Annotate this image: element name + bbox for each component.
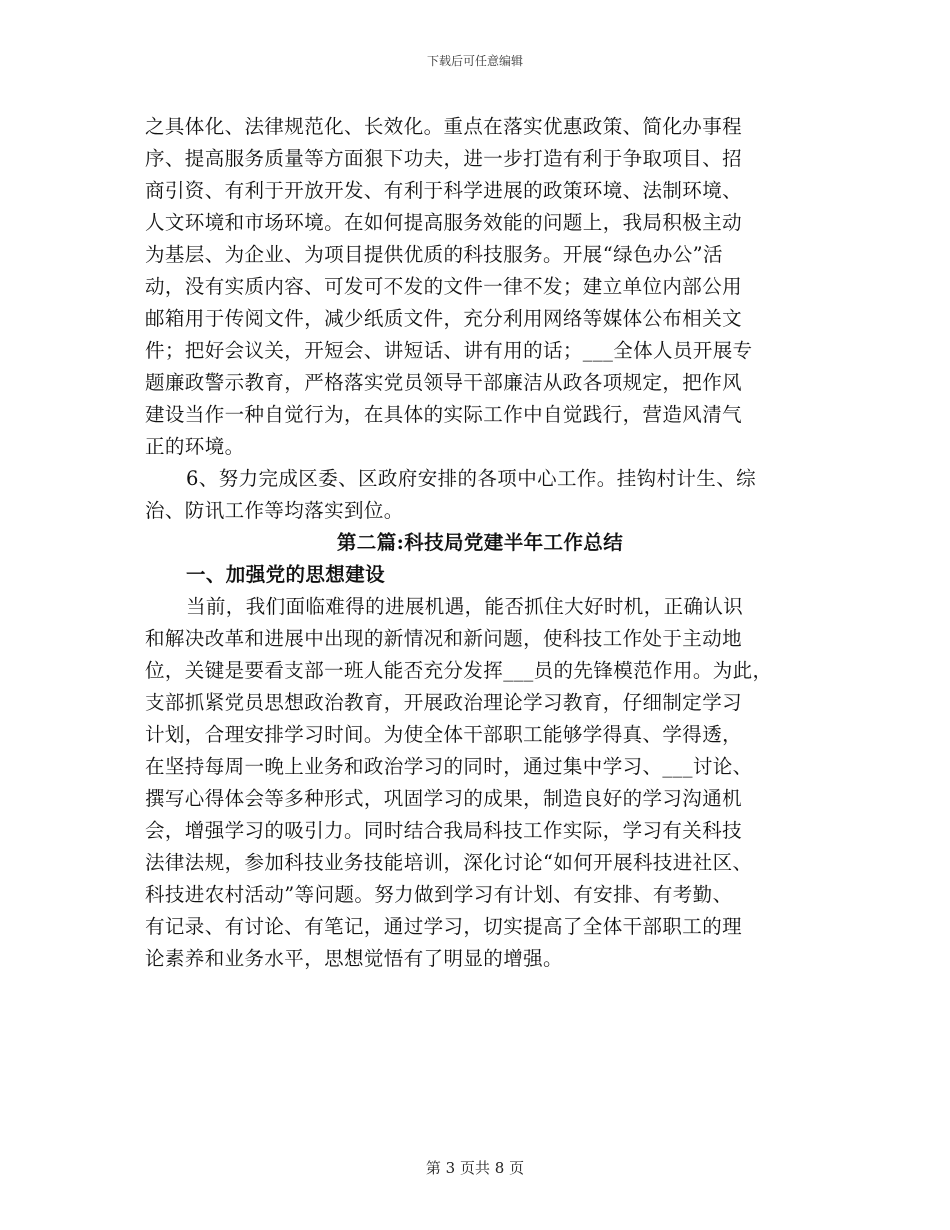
paragraph-line: 为基层、为企业、为项目提供优质的科技服务。开展“绿色办公”活 [145, 243, 723, 266]
page-header-note: 下载后可任意编辑 [426, 54, 523, 68]
paragraph-line: 计划，合理安排学习时间。为使全体干部职工能够学得真、学得透， [145, 723, 743, 746]
paragraph-line: 邮箱用于传阅文件，减少纸质文件，充分利用网络等媒体公布相关文 [145, 307, 743, 330]
paragraph-line: 之具体化、法律规范化、长效化。重点在落实优惠政策、简化办事程 [145, 115, 743, 138]
paragraph-line: 会，增强学习的吸引力。同时结合我局科技工作实际，学习有关科技 [145, 819, 743, 842]
page-number: 第 3 页共 8 页 [425, 1159, 525, 1177]
paragraph-line: 科技进农村活动”等问题。努力做到学习有计划、有安排、有考勤、 [145, 883, 733, 906]
document-body [145, 111, 815, 975]
paragraph-line: 人文环境和市场环境。在如何提高服务效能的问题上，我局积极主动 [145, 211, 743, 234]
paragraph-line: 和解决改革和进展中出现的新情况和新问题，使科技工作处于主动地 [145, 627, 743, 650]
paragraph-line: 动，没有实质内容、可发可不发的文件一律不发；建立单位内部公用 [145, 275, 743, 298]
paragraph-line: 当前，我们面临难得的进展机遇，能否抓住大好时机，正确认识 [186, 595, 744, 618]
paragraph-line: 位，关键是要看支部一班人能否充分发挥___员的先锋模范作用。为此， [145, 659, 773, 682]
paragraph-line: 商引资、有利于开放开发、有利于科学进展的政策环境、法制环境、 [145, 179, 743, 202]
paragraph-line: 法律法规，参加科技业务技能培训，深化讨论“如何开展科技进社区、 [145, 851, 753, 874]
paragraph-line: 在坚持每周一晚上业务和政治学习的同时，通过集中学习、___讨论、 [145, 755, 753, 778]
paragraph-line: 6、努力完成区委、区政府安排的各项中心工作。挂钩村计生、综 [186, 467, 757, 490]
paragraph-line: 支部抓紧党员思想政治教育，开展政治理论学习教育，仔细制定学习 [145, 691, 743, 714]
paragraph-line: 治、防讯工作等均落实到位。 [145, 499, 404, 522]
paragraph-line: 题廉政警示教育，严格落实党员领导干部廉洁从政各项规定，把作风 [145, 371, 743, 394]
paragraph-line: 论素养和业务水平，思想觉悟有了明显的增强。 [145, 947, 563, 970]
paragraph-line: 建设当作一种自觉行为，在具体的实际工作中自觉践行，营造风清气 [145, 403, 743, 426]
section-heading: 一、加强党的思想建设 [186, 563, 386, 586]
paragraph-line: 有记录、有讨论、有笔记，通过学习，切实提高了全体干部职工的理 [145, 915, 743, 938]
paragraph-line: 件；把好会议关，开短会、讲短话、讲有用的话；___全体人员开展专 [145, 339, 753, 362]
paragraph-line: 正的环境。 [145, 435, 245, 458]
section-title: 第二篇:科技局党建半年工作总结 [336, 531, 624, 554]
paragraph-line: 序、提高服务质量等方面狠下功夫，进一步打造有利于争取项目、招 [145, 147, 743, 170]
paragraph-line: 撰写心得体会等多种形式，巩固学习的成果，制造良好的学习沟通机 [145, 787, 743, 810]
